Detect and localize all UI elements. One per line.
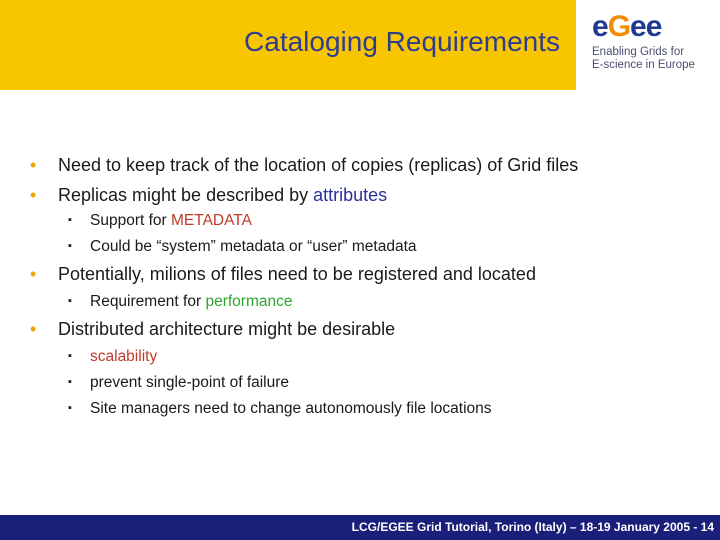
bullet-2-sub-1-text: Support for [90, 212, 171, 229]
logo-tagline-line2: E-science in Europe [592, 59, 695, 71]
bullet-3-sub-1-highlight: performance [205, 293, 293, 310]
bullet-4-sub-3 [68, 400, 492, 418]
sub-bullet-icon: ▪ [68, 240, 72, 252]
sub-bullet-icon: ▪ [68, 295, 72, 307]
bullet-1-text: Need to keep track of the location of copies (replicas) of Grid files [58, 155, 579, 175]
bullet-4-sub-3-text: Site managers need to change autonomously file locations [90, 400, 492, 417]
slide-title: Cataloging Requirements [244, 26, 560, 57]
bullet-4 [30, 319, 395, 340]
logo-letter-e: e [592, 10, 608, 43]
bullet-icon: • [30, 155, 37, 175]
bullet-icon: • [30, 185, 37, 205]
bullet-icon: • [30, 319, 37, 339]
egee-logo [582, 12, 716, 82]
bullet-4-sub-1-text: scalability [90, 348, 158, 365]
footer-text: LCG/EGEE Grid Tutorial, Torino (Italy) – 18-19 January 2005 - 14 [351, 520, 714, 534]
bullet-4-sub-1 [68, 348, 157, 366]
logo-letters-ee: ee [630, 10, 662, 43]
bullet-3-text: Potentially, milions of files need to be registered and located [58, 264, 536, 284]
sub-bullet-icon: ▪ [68, 402, 72, 414]
bullet-2-text: Replicas might be described by [58, 185, 314, 205]
bullet-3-sub-1-text: Requirement for [90, 293, 206, 310]
bullet-4-text: Distributed architecture might be desirable [58, 319, 396, 339]
sub-bullet-icon: ▪ [68, 376, 72, 388]
logo-wordmark [592, 12, 716, 42]
sub-bullet-icon: ▪ [68, 350, 72, 362]
logo-tagline-line1: Enabling Grids for [592, 46, 685, 58]
bullet-1 [30, 155, 578, 176]
bullet-2-sub-2-text: Could be “system” metadata or “user” metadata [90, 238, 417, 255]
bullet-2-sub-2 [68, 238, 417, 256]
bullet-4-sub-2 [68, 374, 289, 392]
footer-band [0, 515, 720, 540]
bullet-icon: • [30, 264, 37, 284]
bullet-4-sub-2-text: prevent single-point of failure [90, 374, 290, 391]
bullet-2-sub-1 [68, 212, 252, 230]
logo-letter-g: G [607, 10, 631, 43]
bullet-2-highlight: attributes [313, 185, 388, 205]
bullet-3-sub-1 [68, 293, 292, 311]
bullet-2-sub-1-highlight: METADATA [171, 212, 252, 229]
logo-tagline [592, 46, 716, 72]
bullet-3 [30, 264, 536, 285]
bullet-2 [30, 185, 387, 206]
sub-bullet-icon: ▪ [68, 214, 72, 226]
